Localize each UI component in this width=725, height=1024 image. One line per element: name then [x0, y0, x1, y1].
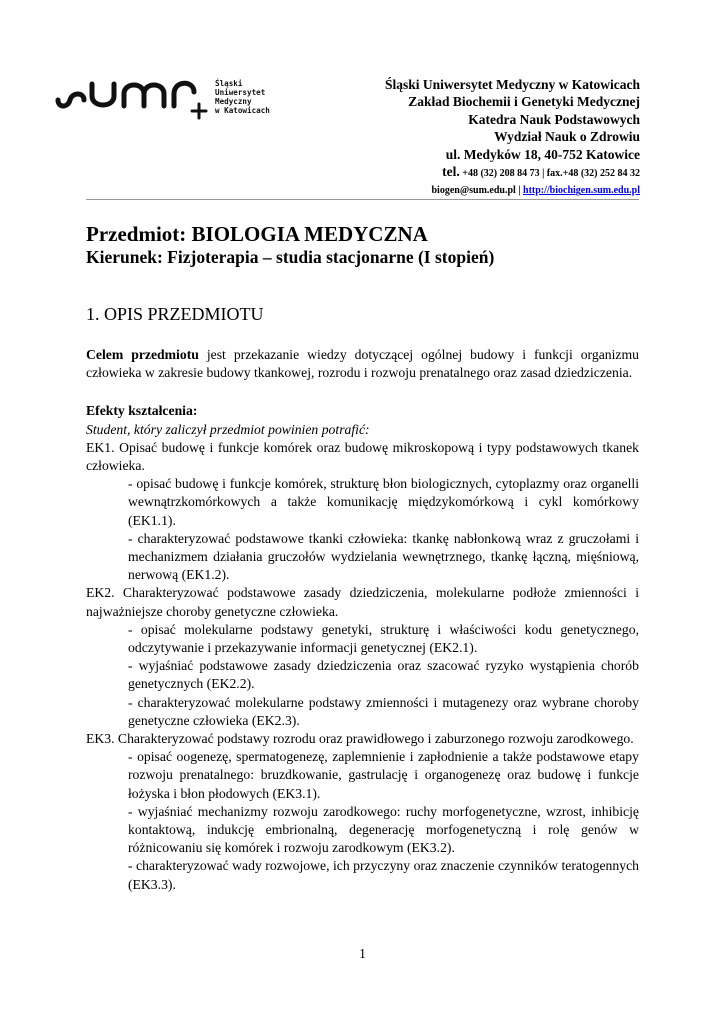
- separator: |: [518, 185, 521, 197]
- tel-label: tel.: [442, 164, 460, 180]
- ek3-sub-2: - wyjaśniać mechanizmy rozwoju zarodkowego: ruchy morfogenetyczne, wzrost, inhibicję kontaktową, indukcję embrionalną, degenerację morfogenetyczną i rolę genów w różnicowaniu się komórek i rozwoju zarodkowym (EK3.2).: [128, 803, 639, 856]
- logo-line: Śląski: [215, 79, 243, 88]
- logo-line: Uniwersytet: [215, 87, 266, 97]
- logo-text: [215, 80, 270, 116]
- logo-line: w Katowicach: [215, 105, 270, 115]
- header-chair: Katedra Nauk Podstawowych: [468, 111, 640, 127]
- ek1-text: EK1. Opisać budowę i funkcje komórek oraz budowę mikroskopową i typy podstawowych tkanek człowieka.: [86, 439, 639, 474]
- ek1-sub-2: - charakteryzować podstawowe tkanki człowieka: tkankę nabłonkową wraz z gruczołami i mechanizmem działania gruczołów wydzielania wewnętrznego, tkankę łączną, mięśniową, nerwową (EK1.2).: [128, 530, 639, 583]
- header-divider: [86, 199, 639, 200]
- effects-heading-text: Efekty kształcenia:: [86, 403, 198, 419]
- university-logo: [54, 74, 284, 122]
- header-phone-line: [385, 163, 640, 182]
- goal-text: jest przekazanie wiedzy dotyczącej ogólnej budowy i funkcji organizmu człowieka w zakresie budowy tkankowej, rozrodu i rozwoju prenatalnego oraz zasad dziedziczenia.: [86, 347, 640, 381]
- effects-intro: Student, który zaliczył przedmiot powinien potrafić:: [86, 421, 370, 437]
- header-university: Śląski Uniwersytet Medyczny w Katowicach: [385, 77, 640, 92]
- logo-line: Medyczny: [215, 96, 252, 106]
- header-faculty: Wydział Nauk o Zdrowiu: [494, 129, 640, 145]
- direction-title: Kierunek: Fizjoterapia – studia stacjonarne (I stopień): [86, 247, 495, 267]
- section-heading: 1. OPIS PRZEDMIOTU: [86, 304, 264, 324]
- ek3-text: EK3. Charakteryzować podstawy rozrodu oraz prawidłowego i zaburzonego rozwoju zarodkowego.: [86, 731, 634, 747]
- header-street: ul. Medyków 18, 40-752 Katowice: [445, 146, 640, 162]
- header-email-line: [385, 182, 640, 199]
- ek1-sub-1: - opisać budowę i funkcje komórek, strukturę błon biologicznych, cytoplazmy oraz organelli wewnątrzkomórkowych a także komunikację międzykomórkową i cykl komórkowy (EK1.1).: [128, 476, 639, 528]
- goal-paragraph: [86, 346, 639, 382]
- effects-heading: [86, 402, 639, 420]
- ek2-sub-1: - opisać molekularne podstawy genetyki, strukturę i właściwości kodu genetycznego, odczytywanie i przekazywanie informacji genetycznej (EK2.1).: [128, 621, 639, 656]
- subject-title: Przedmiot: BIOLOGIA MEDYCZNA: [86, 222, 428, 246]
- ek2-sub-2: - wyjaśniać podstawowe zasady dziedziczenia oraz szacować ryzyko wystąpienia chorób genetycznych (EK2.2).: [128, 658, 639, 692]
- ek3-sub-3: - charakteryzować wady rozwojowe, ich przyczyny oraz znaczenie czynników teratogennych (EK3.3).: [128, 858, 639, 892]
- ek2-text: EK2. Charakteryzować podstawowe zasady dziedziczenia, molekularne podłoże zmienności i najważniejsze choroby genetyczne człowieka.: [86, 585, 639, 619]
- email-text: biogen@sum.edu.pl: [431, 185, 516, 197]
- page-number: 1: [359, 946, 366, 961]
- tel-numbers: +48 (32) 208 84 73 | fax.+48 (32) 252 84 32: [462, 168, 640, 180]
- header-department: Zakład Biochemii i Genetyki Medycznej: [408, 94, 640, 110]
- sum-logo-icon: [54, 74, 214, 122]
- ek3-sub-1: - opisać oogenezę, spermatogenezę, zaplemnienie i zapłodnienie a także podstawowe etapy rozwoju prenatalnego: bruzdkowanie, gastrulację i organogenezę oraz budowę i funkcje łożyska i błon płodowych (EK3.1).: [128, 749, 639, 801]
- ek2-sub-3: - charakteryzować molekularne podstawy zmienności i mutagenezy oraz wybrane choroby genetyczne człowieka (EK2.3).: [128, 694, 639, 728]
- section-content: [86, 346, 639, 894]
- goal-bold: Celem przedmiotu: [86, 347, 199, 362]
- address-block: [385, 76, 640, 200]
- website-link[interactable]: http://biochigen.sum.edu.pl: [523, 185, 640, 197]
